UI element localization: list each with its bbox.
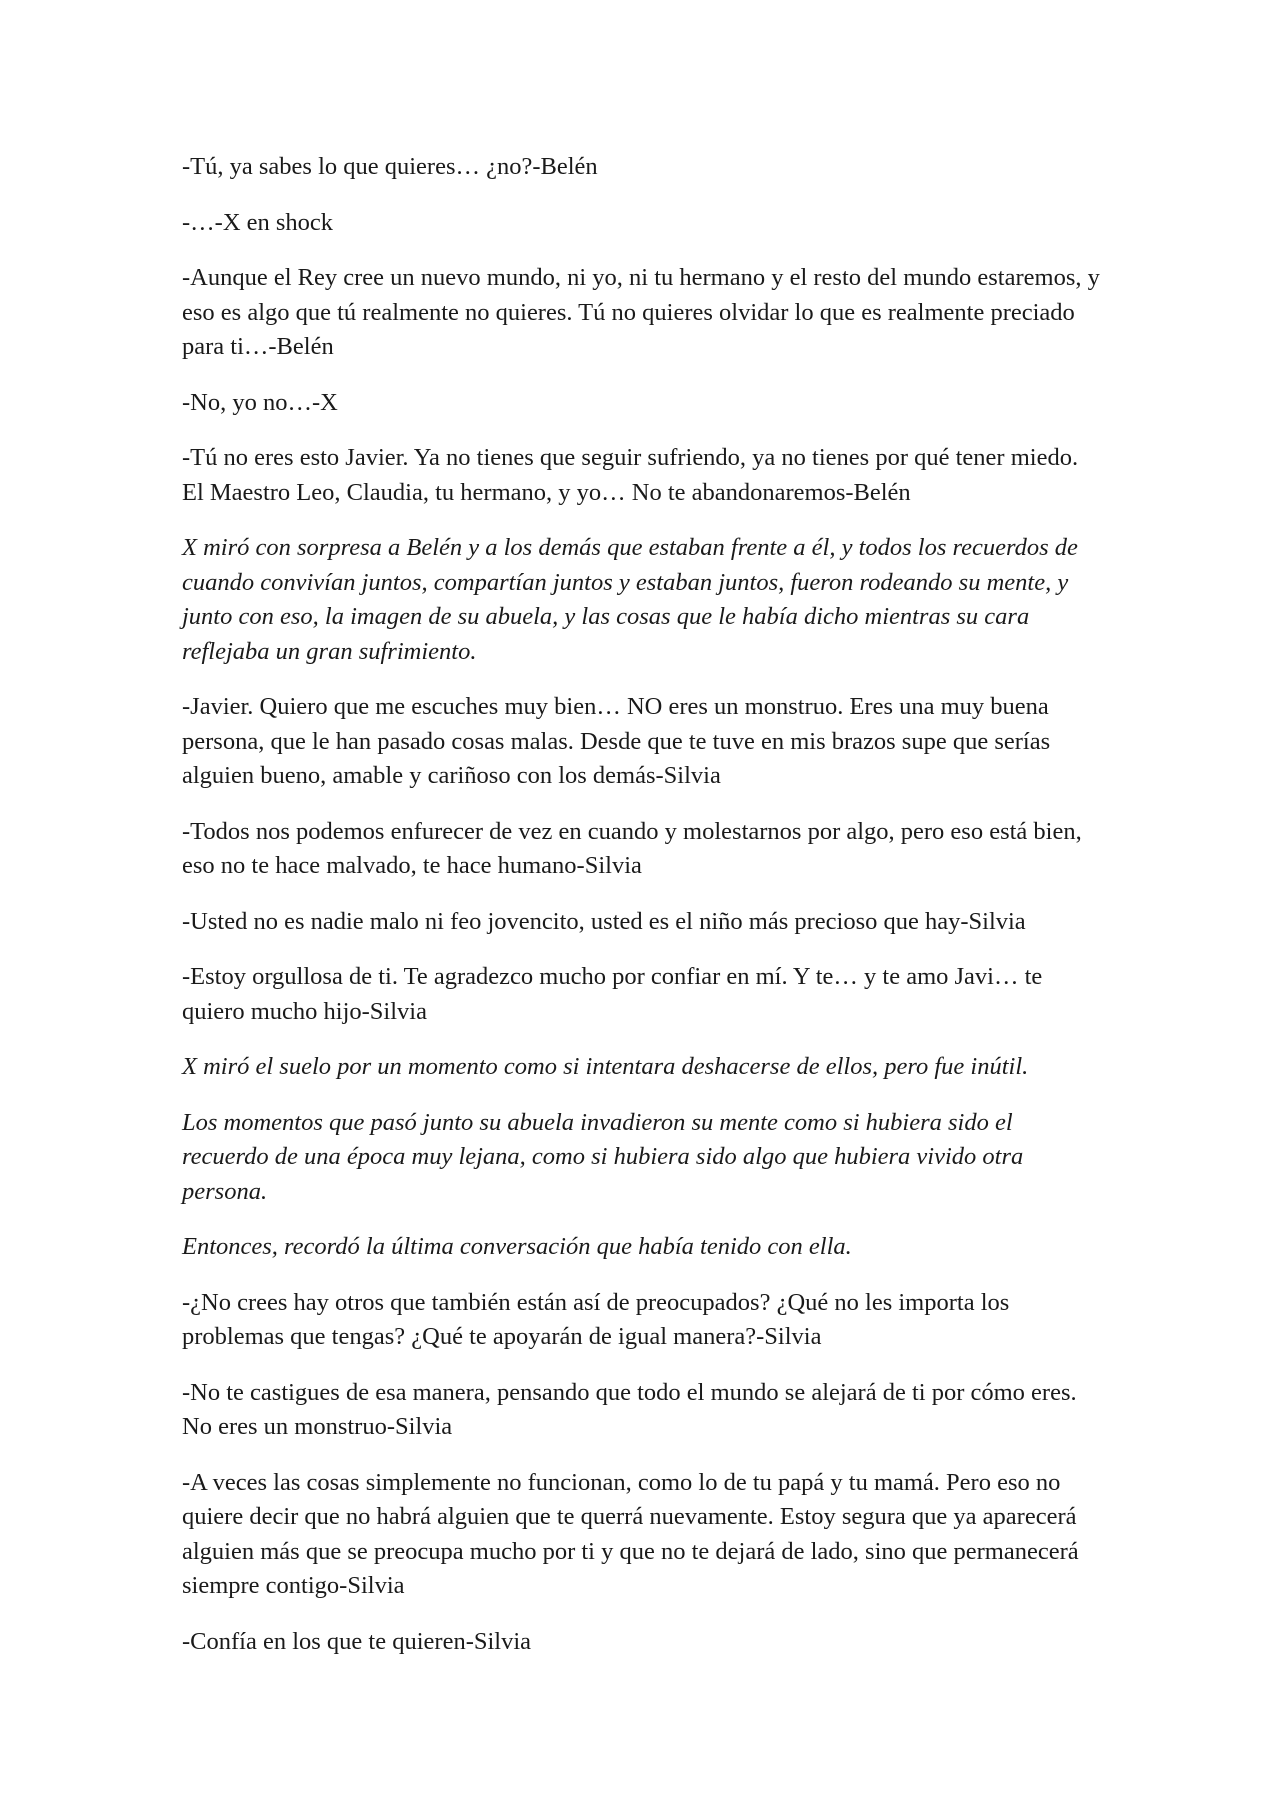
narration-paragraph-13: Entonces, recordó la última conversación que había tenido con ella. bbox=[182, 1233, 852, 1260]
paragraph-1: -Tú, ya sabes lo que quieres… ¿no?-Belén bbox=[182, 153, 598, 180]
narration-paragraph-11: X miró el suelo por un momento como si intentara deshacerse de ellos, pero fue inútil. bbox=[182, 1053, 1029, 1080]
paragraph-14: -¿No crees hay otros que también están así de preocupados? ¿Qué no les importa los problemas que tengas? ¿Qué te apoyarán de igual manera?-Silvia bbox=[182, 1288, 1010, 1350]
paragraph-16: -A veces las cosas simplemente no funcionan, como lo de tu papá y tu mamá. Pero eso no quiere decir que no habrá alguien que te querrá nuevamente. Estoy segura que ya aparecerá alguien más que se preocupa mucho por ti y que no te dejará de lado, sino que permanecerá siempre contigo-Silvia bbox=[182, 1468, 1079, 1599]
paragraph-5: -Tú no eres esto Javier. Ya no tienes que seguir sufriendo, ya no tienes por qué tener miedo. El Maestro Leo, Claudia, tu hermano, y yo… No te abandonaremos-Belén bbox=[182, 444, 1079, 506]
narration-paragraph-12: Los momentos que pasó junto su abuela invadieron su mente como si hubiera sido el recuerdo de una época muy lejana, como si hubiera sido algo que hubiera vivido otra persona. bbox=[182, 1108, 1024, 1205]
paragraph-15: -No te castigues de esa manera, pensando que todo el mundo se alejará de ti por cómo eres. No eres un monstruo-Silvia bbox=[182, 1378, 1077, 1440]
paragraph-3: -Aunque el Rey cree un nuevo mundo, ni yo, ni tu hermano y el resto del mundo estaremos, y eso es algo que tú realmente no quieres. Tú no quieres olvidar lo que es realmente preciado para ti…-Belén bbox=[182, 264, 1100, 360]
paragraph-10: -Estoy orgullosa de ti. Te agradezco mucho por confiar en mí. Y te… y te amo Javi… te quiero mucho hijo-Silvia bbox=[182, 963, 1043, 1025]
paragraph-17: -Confía en los que te quieren-Silvia bbox=[182, 1627, 532, 1655]
paragraph-7: -Javier. Quiero que me escuches muy bien… NO eres un monstruo. Eres una muy buena persona, que le han pasado cosas malas. Desde que te tuve en mis brazos supe que serías alguien bueno, amable y cariñoso con los demás-Silvia bbox=[182, 693, 1051, 789]
document-body bbox=[182, 150, 1102, 1680]
narration-paragraph-6: X miró con sorpresa a Belén y a los demás que estaban frente a él, y todos los recuerdos de cuando convivían juntos, compartían juntos y estaban juntos, fueron rodeando su mente, y junto con eso, la imagen de su abuela, y las cosas que le había dicho mientras su cara reflejaba un gran sufrimiento. bbox=[182, 534, 1078, 665]
paragraph-8: -Todos nos podemos enfurecer de vez en cuando y molestarnos por algo, pero eso está bien, eso no te hace malvado, te hace humano-Silvia bbox=[182, 817, 1082, 879]
paragraph-4: -No, yo no…-X bbox=[182, 388, 338, 416]
paragraph-2: -…-X en shock bbox=[182, 208, 334, 236]
paragraph-9: -Usted no es nadie malo ni feo jovencito, usted es el niño más precioso que hay-Silvia bbox=[182, 907, 1026, 935]
